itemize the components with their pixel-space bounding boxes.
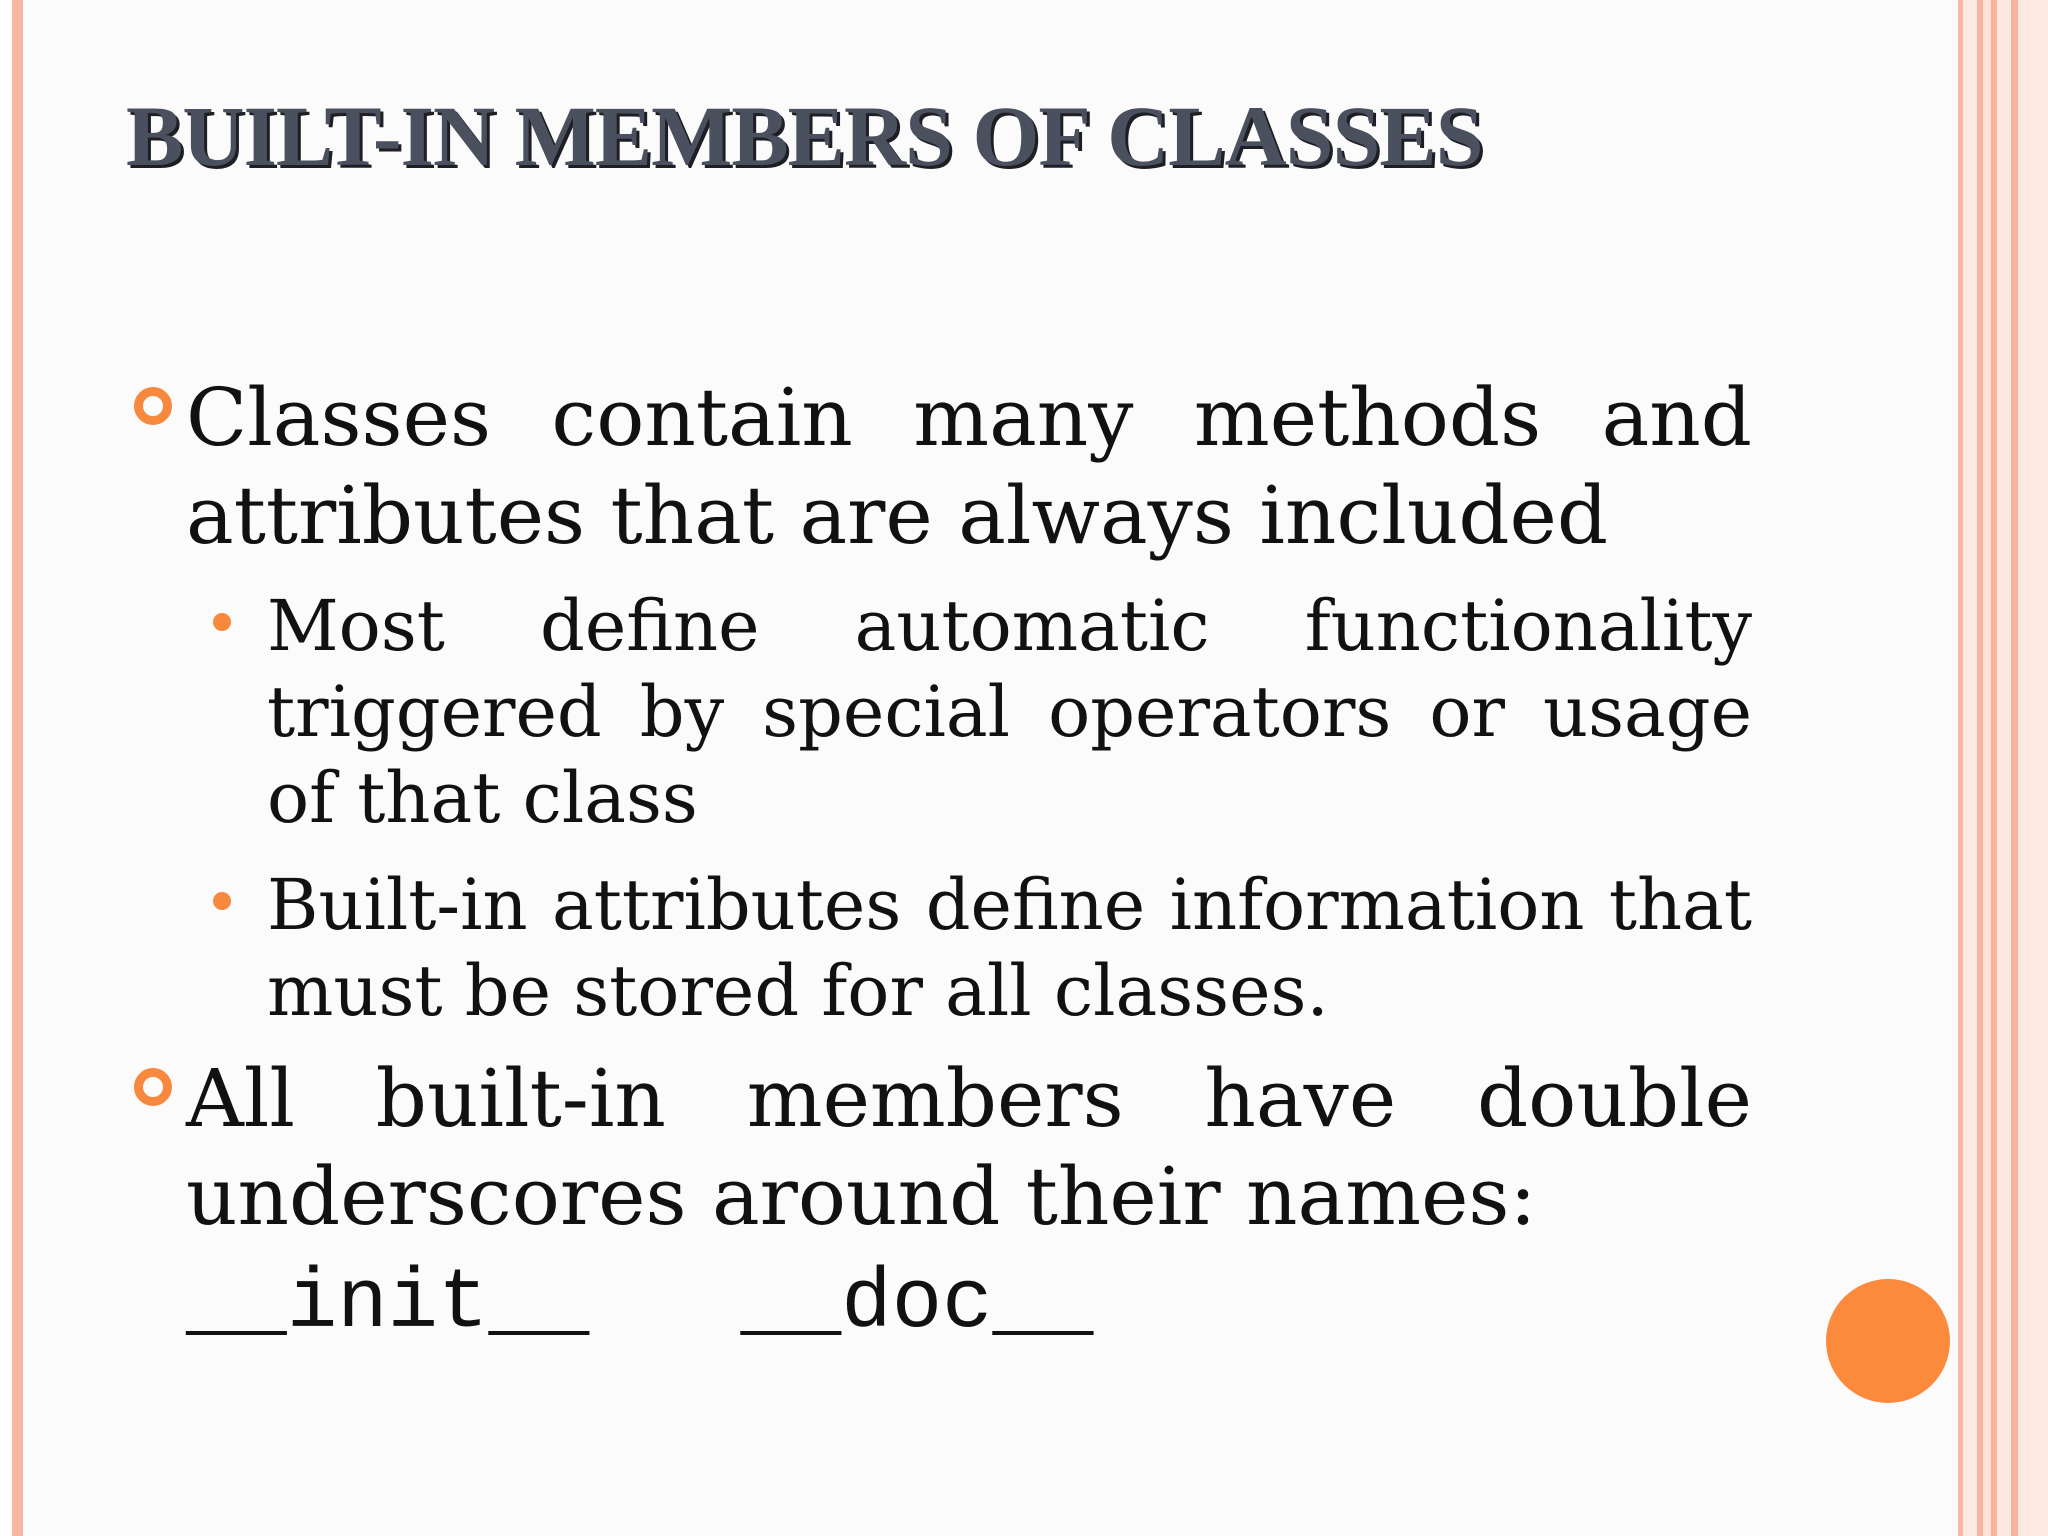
ring-bullet-icon <box>134 1068 172 1106</box>
left-border-stripe <box>12 0 23 1536</box>
left-margin <box>0 0 12 1536</box>
sub-bullet-text: Built-in attributes define information that must be stored for all classes. <box>267 864 1752 1032</box>
orange-circle-decoration <box>1826 1279 1950 1403</box>
bullet-text: All built-in members have double underscores around their names: <box>186 1052 1752 1243</box>
right-border-stripe <box>2018 0 2048 1536</box>
dot-bullet-icon <box>213 613 231 631</box>
sub-bullet-text: Most define automatic functionality triggered by special operators or usage of that class <box>267 585 1752 839</box>
bullet-text: Classes contain many methods and attributes that are always included <box>186 371 1752 562</box>
dot-bullet-icon <box>213 892 231 910</box>
right-border-stripe <box>1963 0 1977 1536</box>
right-border-stripe <box>1997 0 2011 1536</box>
right-border-stripe <box>1983 0 1991 1536</box>
code-snippet: __init__ __doc__ <box>186 1257 1094 1352</box>
slide-title: BUILT-IN MEMBERS OF CLASSES <box>126 88 1483 184</box>
right-border-stripe <box>2011 0 2018 1536</box>
ring-bullet-icon <box>134 387 172 425</box>
